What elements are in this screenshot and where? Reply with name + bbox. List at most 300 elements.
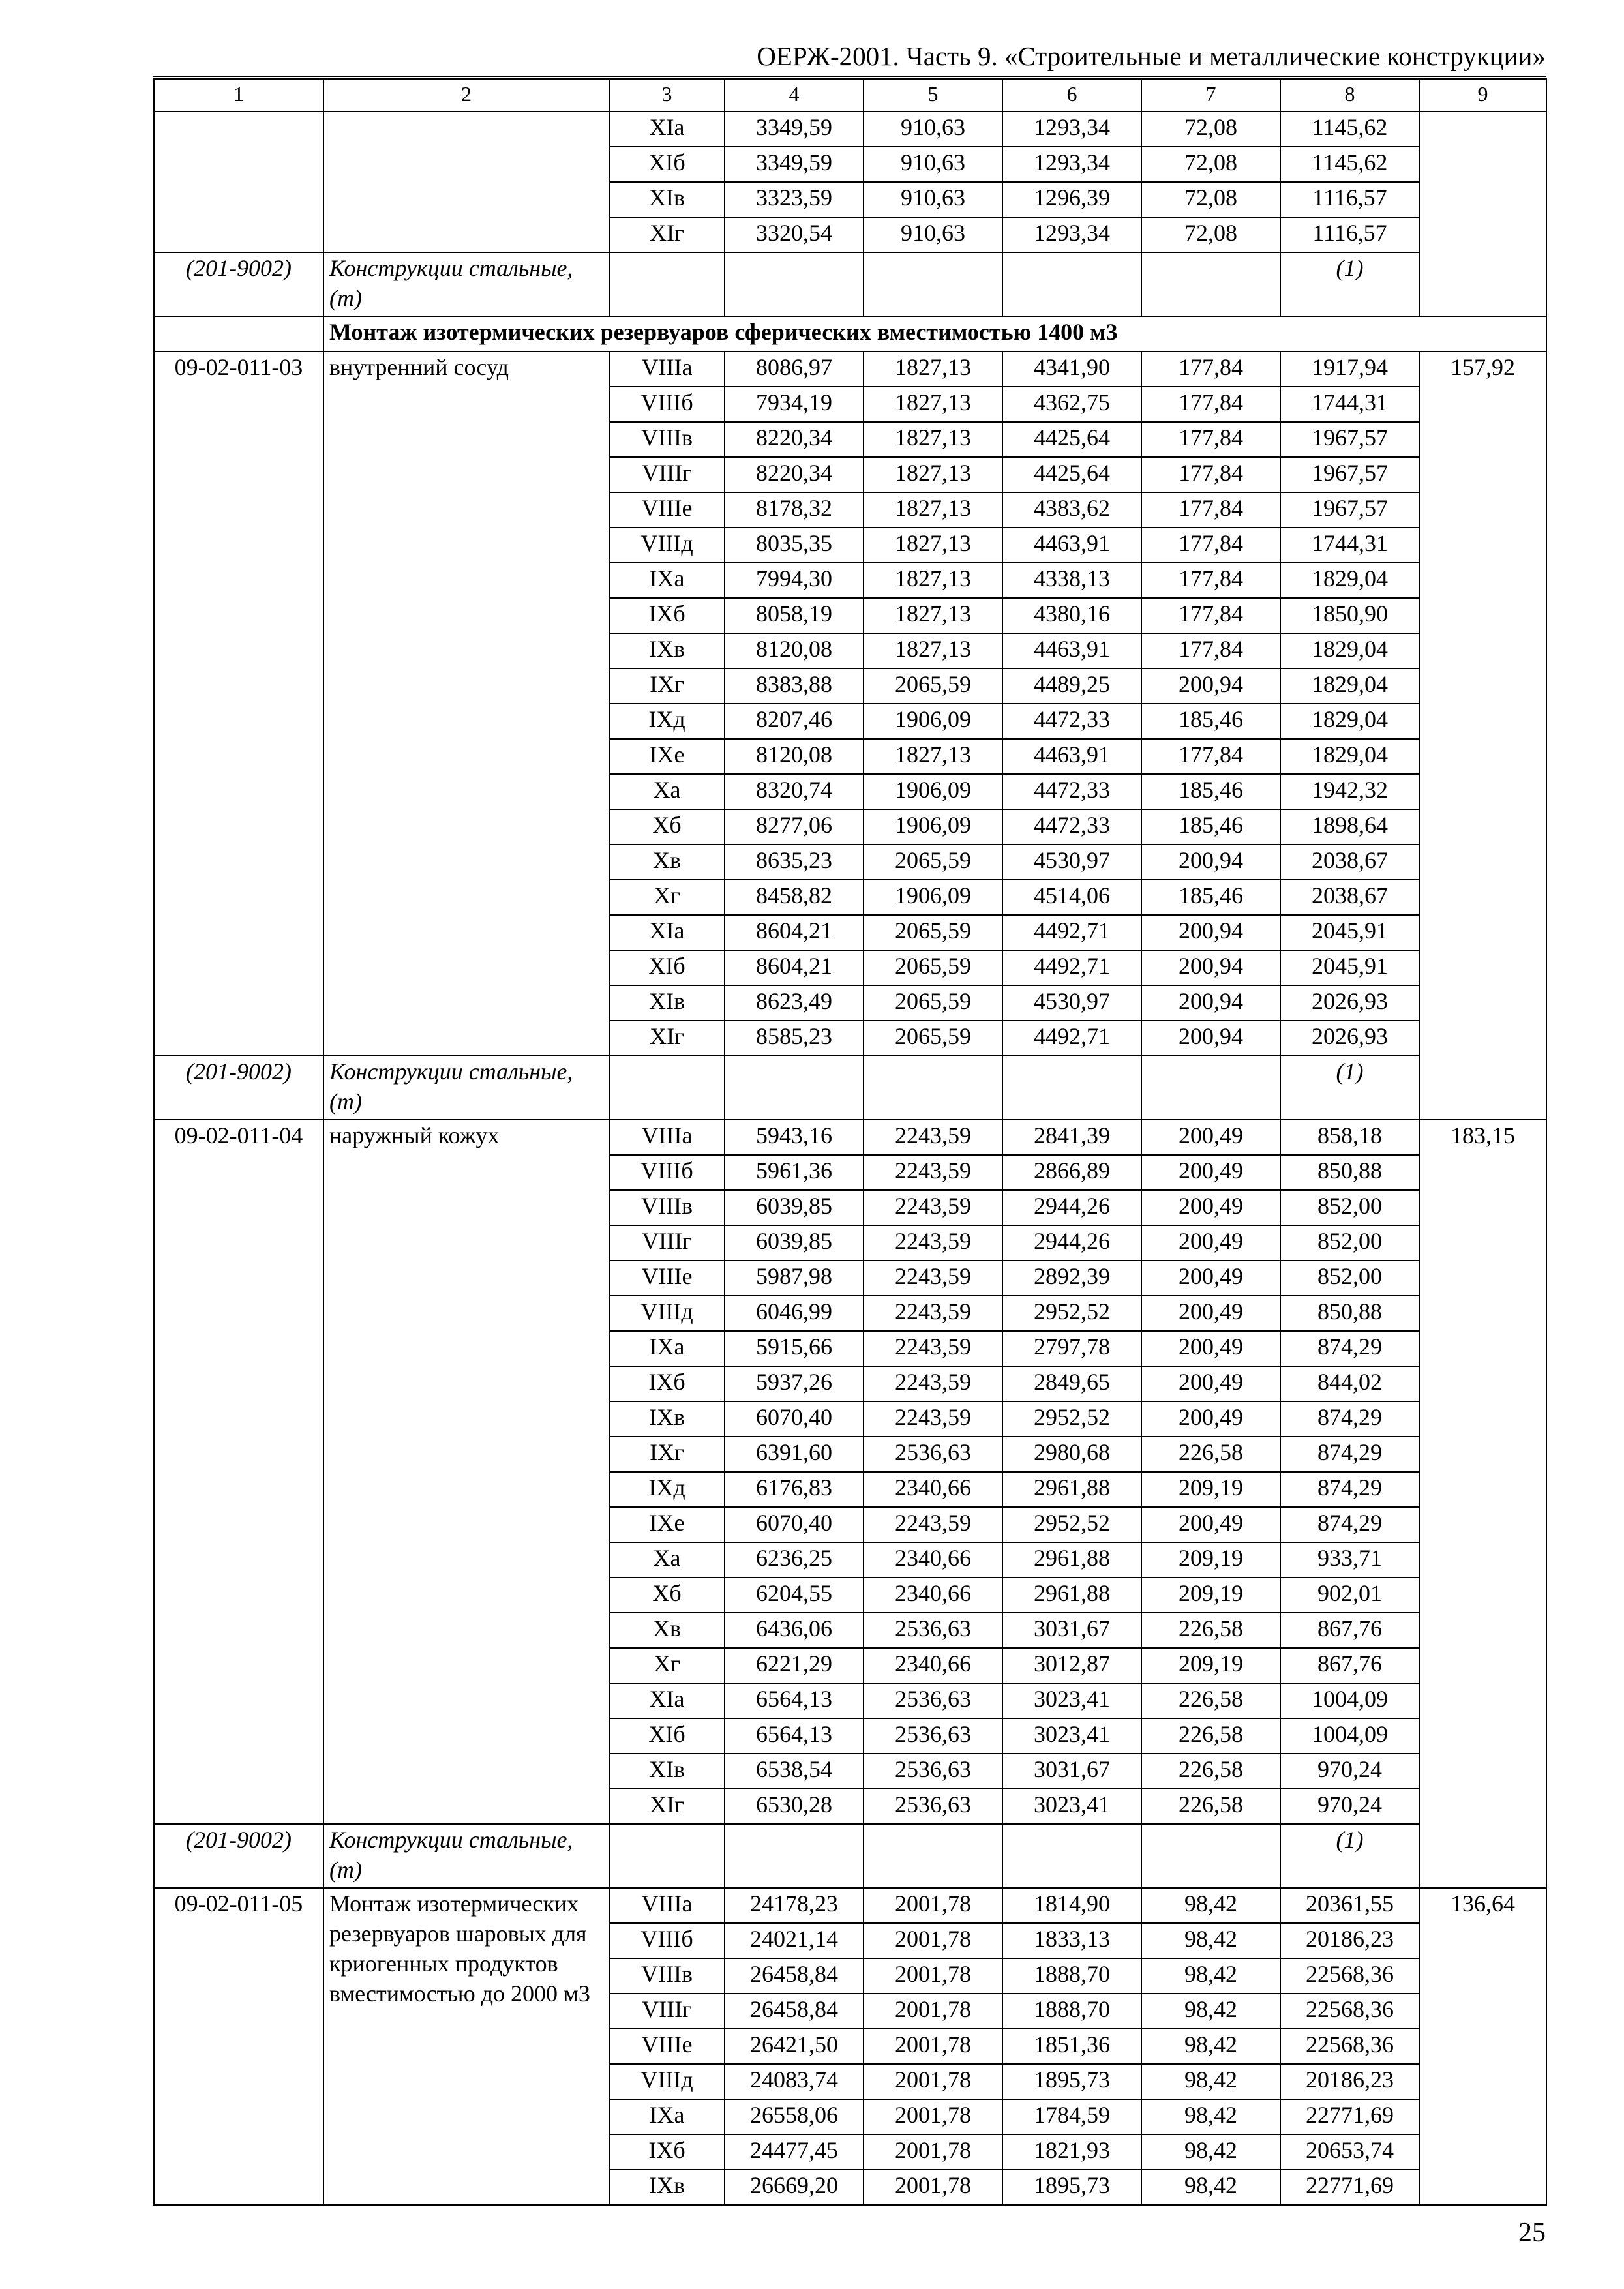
value-cell: 98,42 bbox=[1141, 2134, 1280, 2170]
zone-cell: VIIIв bbox=[609, 422, 725, 457]
value-cell: 7994,30 bbox=[725, 563, 864, 598]
zone-cell: IXг bbox=[609, 668, 725, 704]
value-cell: 26458,84 bbox=[725, 1994, 864, 2029]
value-cell: 3323,59 bbox=[725, 182, 864, 217]
value-cell: 1917,94 bbox=[1280, 352, 1419, 387]
value-cell: 2340,66 bbox=[864, 1472, 1002, 1507]
table-row bbox=[154, 1120, 1546, 1155]
value-cell: 1829,04 bbox=[1280, 668, 1419, 704]
value-cell: 1888,70 bbox=[1002, 1958, 1141, 1994]
value-cell: 3023,41 bbox=[1002, 1789, 1141, 1824]
value-cell: 177,84 bbox=[1141, 457, 1280, 492]
value-cell: 8320,74 bbox=[725, 774, 864, 809]
value-cell: 3320,54 bbox=[725, 217, 864, 252]
value-cell: 1967,57 bbox=[1280, 422, 1419, 457]
value-cell: 6564,13 bbox=[725, 1718, 864, 1754]
column-number: 2 bbox=[323, 79, 609, 112]
value-cell: 200,94 bbox=[1141, 845, 1280, 880]
zone-cell: IXб bbox=[609, 1366, 725, 1401]
value-cell: 850,88 bbox=[1280, 1155, 1419, 1190]
value-cell: 98,42 bbox=[1141, 2170, 1280, 2205]
value-cell: 185,46 bbox=[1141, 704, 1280, 739]
value-cell: 1827,13 bbox=[864, 563, 1002, 598]
value-cell: 2001,78 bbox=[864, 1888, 1002, 1923]
value-cell: 858,18 bbox=[1280, 1120, 1419, 1155]
zone-cell: Xa bbox=[609, 774, 725, 809]
empty-cell bbox=[1002, 1824, 1141, 1888]
value-cell: 2243,59 bbox=[864, 1401, 1002, 1437]
value-cell: 844,02 bbox=[1280, 1366, 1419, 1401]
zone-cell: Xв bbox=[609, 845, 725, 880]
value-cell: 1827,13 bbox=[864, 422, 1002, 457]
value-cell: 26421,50 bbox=[725, 2029, 864, 2064]
value-cell: 2045,91 bbox=[1280, 915, 1419, 950]
empty-cell bbox=[609, 1056, 725, 1120]
value-cell: 5937,26 bbox=[725, 1366, 864, 1401]
value-cell: 1814,90 bbox=[1002, 1888, 1141, 1923]
value-cell: 72,08 bbox=[1141, 217, 1280, 252]
zone-cell: VIIIг bbox=[609, 1225, 725, 1261]
value-cell: 1942,32 bbox=[1280, 774, 1419, 809]
value-cell: 910,63 bbox=[864, 112, 1002, 147]
value-cell: 2944,26 bbox=[1002, 1190, 1141, 1225]
value-cell: 226,58 bbox=[1141, 1613, 1280, 1648]
value-cell: 8277,06 bbox=[725, 809, 864, 845]
zone-cell: VIIIг bbox=[609, 1994, 725, 2029]
value-cell: 2536,63 bbox=[864, 1718, 1002, 1754]
value-cell: 4362,75 bbox=[1002, 387, 1141, 422]
value-cell: 6070,40 bbox=[725, 1401, 864, 1437]
value-cell: 2001,78 bbox=[864, 1923, 1002, 1958]
value-cell: 2065,59 bbox=[864, 915, 1002, 950]
value-cell: 1784,59 bbox=[1002, 2099, 1141, 2134]
material-row bbox=[154, 1056, 1546, 1120]
empty-cell bbox=[1002, 1056, 1141, 1120]
empty-cell bbox=[154, 316, 323, 352]
name-cell: внутренний сосуд bbox=[323, 352, 609, 1056]
value-cell: 6039,85 bbox=[725, 1225, 864, 1261]
value-cell: 98,42 bbox=[1141, 2029, 1280, 2064]
value-cell: 1827,13 bbox=[864, 457, 1002, 492]
material-row bbox=[154, 252, 1546, 316]
zone-cell: VIIIб bbox=[609, 387, 725, 422]
value-cell: 200,49 bbox=[1141, 1190, 1280, 1225]
value-cell: 8220,34 bbox=[725, 422, 864, 457]
value-cell: 24021,14 bbox=[725, 1923, 864, 1958]
value-cell: 226,58 bbox=[1141, 1718, 1280, 1754]
value-cell: 6564,13 bbox=[725, 1683, 864, 1718]
value-cell: 2065,59 bbox=[864, 950, 1002, 985]
zone-cell: XIг bbox=[609, 217, 725, 252]
value-cell: 200,94 bbox=[1141, 1021, 1280, 1056]
zone-cell: XIв bbox=[609, 1754, 725, 1789]
value-cell: 1744,31 bbox=[1280, 387, 1419, 422]
zone-cell: XIa bbox=[609, 112, 725, 147]
zone-cell: XIa bbox=[609, 915, 725, 950]
value-cell: 852,00 bbox=[1280, 1261, 1419, 1296]
value-cell: 2849,65 bbox=[1002, 1366, 1141, 1401]
value-cell: 2026,93 bbox=[1280, 985, 1419, 1021]
zone-cell: VIIIе bbox=[609, 492, 725, 528]
value-cell: 2340,66 bbox=[864, 1578, 1002, 1613]
value-cell: 3023,41 bbox=[1002, 1683, 1141, 1718]
value-cell: 2536,63 bbox=[864, 1789, 1002, 1824]
value-cell: 2536,63 bbox=[864, 1613, 1002, 1648]
zone-cell: VIIIa bbox=[609, 352, 725, 387]
value-cell: 177,84 bbox=[1141, 739, 1280, 774]
value-cell: 200,49 bbox=[1141, 1296, 1280, 1331]
value-cell: 8623,49 bbox=[725, 985, 864, 1021]
table-row bbox=[154, 352, 1546, 387]
value-cell: 22568,36 bbox=[1280, 2029, 1419, 2064]
zone-cell: IXa bbox=[609, 563, 725, 598]
value-cell: 22771,69 bbox=[1280, 2170, 1419, 2205]
value-cell: 2340,66 bbox=[864, 1648, 1002, 1683]
value-cell: 1829,04 bbox=[1280, 704, 1419, 739]
col9-cell: 183,15 bbox=[1419, 1120, 1546, 1888]
value-cell: 2536,63 bbox=[864, 1683, 1002, 1718]
value-cell: 2045,91 bbox=[1280, 950, 1419, 985]
value-cell: 2026,93 bbox=[1280, 1021, 1419, 1056]
value-cell: 72,08 bbox=[1141, 182, 1280, 217]
value-cell: 98,42 bbox=[1141, 1958, 1280, 1994]
code-cell: 09-02-011-05 bbox=[154, 1888, 323, 2205]
value-cell: 8207,46 bbox=[725, 704, 864, 739]
value-cell: 1967,57 bbox=[1280, 457, 1419, 492]
empty-cell bbox=[1141, 1824, 1280, 1888]
value-cell: 2952,52 bbox=[1002, 1296, 1141, 1331]
page-number: 25 bbox=[1518, 2218, 1546, 2248]
material-code: (201-9002) bbox=[154, 1824, 323, 1888]
value-cell: 8086,97 bbox=[725, 352, 864, 387]
name-cell: наружный кожух bbox=[323, 1120, 609, 1824]
value-cell: 874,29 bbox=[1280, 1472, 1419, 1507]
value-cell: 2065,59 bbox=[864, 668, 1002, 704]
material-qty: (1) bbox=[1280, 1056, 1419, 1120]
value-cell: 4492,71 bbox=[1002, 915, 1141, 950]
value-cell: 177,84 bbox=[1141, 598, 1280, 633]
value-cell: 4492,71 bbox=[1002, 1021, 1141, 1056]
value-cell: 6176,83 bbox=[725, 1472, 864, 1507]
value-cell: 2038,67 bbox=[1280, 845, 1419, 880]
zone-cell: VIIIб bbox=[609, 1155, 725, 1190]
value-cell: 874,29 bbox=[1280, 1507, 1419, 1542]
column-number: 5 bbox=[864, 79, 1002, 112]
zone-cell: XIв bbox=[609, 182, 725, 217]
value-cell: 867,76 bbox=[1280, 1648, 1419, 1683]
zone-cell: Xб bbox=[609, 809, 725, 845]
zone-cell: XIб bbox=[609, 950, 725, 985]
value-cell: 4341,90 bbox=[1002, 352, 1141, 387]
value-cell: 2001,78 bbox=[864, 2064, 1002, 2099]
value-cell: 200,49 bbox=[1141, 1401, 1280, 1437]
value-cell: 72,08 bbox=[1141, 147, 1280, 182]
code-cell bbox=[154, 112, 323, 252]
value-cell: 24178,23 bbox=[725, 1888, 864, 1923]
value-cell: 22771,69 bbox=[1280, 2099, 1419, 2134]
value-cell: 1821,93 bbox=[1002, 2134, 1141, 2170]
value-cell: 8120,08 bbox=[725, 633, 864, 668]
value-cell: 4472,33 bbox=[1002, 774, 1141, 809]
value-cell: 209,19 bbox=[1141, 1542, 1280, 1578]
value-cell: 22568,36 bbox=[1280, 1994, 1419, 2029]
zone-cell: VIIIв bbox=[609, 1190, 725, 1225]
empty-cell bbox=[864, 1056, 1002, 1120]
value-cell: 185,46 bbox=[1141, 809, 1280, 845]
value-cell: 1829,04 bbox=[1280, 739, 1419, 774]
empty-cell bbox=[725, 1056, 864, 1120]
column-number: 7 bbox=[1141, 79, 1280, 112]
value-cell: 98,42 bbox=[1141, 2099, 1280, 2134]
value-cell: 1827,13 bbox=[864, 352, 1002, 387]
value-cell: 200,94 bbox=[1141, 915, 1280, 950]
value-cell: 6204,55 bbox=[725, 1578, 864, 1613]
value-cell: 2243,59 bbox=[864, 1331, 1002, 1366]
value-cell: 226,58 bbox=[1141, 1683, 1280, 1718]
zone-cell: IXд bbox=[609, 704, 725, 739]
value-cell: 3031,67 bbox=[1002, 1613, 1141, 1648]
page-header bbox=[153, 38, 1546, 79]
value-cell: 1827,13 bbox=[864, 633, 1002, 668]
value-cell: 1827,13 bbox=[864, 598, 1002, 633]
value-cell: 1906,09 bbox=[864, 774, 1002, 809]
value-cell: 5961,36 bbox=[725, 1155, 864, 1190]
value-cell: 209,19 bbox=[1141, 1648, 1280, 1683]
value-cell: 4425,64 bbox=[1002, 422, 1141, 457]
value-cell: 1906,09 bbox=[864, 704, 1002, 739]
value-cell: 910,63 bbox=[864, 217, 1002, 252]
document-title: ОЕРЖ-2001. Часть 9. «Строительные и металлические конструкции» bbox=[757, 41, 1546, 71]
value-cell: 2961,88 bbox=[1002, 1542, 1141, 1578]
value-cell: 200,94 bbox=[1141, 950, 1280, 985]
value-cell: 2841,39 bbox=[1002, 1120, 1141, 1155]
value-cell: 185,46 bbox=[1141, 774, 1280, 809]
value-cell: 2944,26 bbox=[1002, 1225, 1141, 1261]
material-qty: (1) bbox=[1280, 1824, 1419, 1888]
value-cell: 2866,89 bbox=[1002, 1155, 1141, 1190]
value-cell: 6070,40 bbox=[725, 1507, 864, 1542]
value-cell: 2952,52 bbox=[1002, 1507, 1141, 1542]
value-cell: 5987,98 bbox=[725, 1261, 864, 1296]
value-cell: 6039,85 bbox=[725, 1190, 864, 1225]
value-cell: 902,01 bbox=[1280, 1578, 1419, 1613]
value-cell: 2243,59 bbox=[864, 1190, 1002, 1225]
value-cell: 867,76 bbox=[1280, 1613, 1419, 1648]
value-cell: 8635,23 bbox=[725, 845, 864, 880]
value-cell: 2243,59 bbox=[864, 1296, 1002, 1331]
zone-cell: Xг bbox=[609, 880, 725, 915]
value-cell: 910,63 bbox=[864, 182, 1002, 217]
zone-cell: VIIIе bbox=[609, 2029, 725, 2064]
value-cell: 200,49 bbox=[1141, 1225, 1280, 1261]
column-number: 3 bbox=[609, 79, 725, 112]
col9-cell: 157,92 bbox=[1419, 352, 1546, 1120]
zone-cell: IXб bbox=[609, 598, 725, 633]
value-cell: 1833,13 bbox=[1002, 1923, 1141, 1958]
material-code: (201-9002) bbox=[154, 252, 323, 316]
value-cell: 1293,34 bbox=[1002, 112, 1141, 147]
value-cell: 5915,66 bbox=[725, 1331, 864, 1366]
value-cell: 1293,34 bbox=[1002, 217, 1141, 252]
material-qty: (1) bbox=[1280, 252, 1419, 316]
value-cell: 8058,19 bbox=[725, 598, 864, 633]
value-cell: 910,63 bbox=[864, 147, 1002, 182]
value-cell: 2952,52 bbox=[1002, 1401, 1141, 1437]
value-cell: 177,84 bbox=[1141, 352, 1280, 387]
value-cell: 874,29 bbox=[1280, 1437, 1419, 1472]
zone-cell: IXa bbox=[609, 1331, 725, 1366]
value-cell: 177,84 bbox=[1141, 492, 1280, 528]
material-row bbox=[154, 1824, 1546, 1888]
value-cell: 2001,78 bbox=[864, 1994, 1002, 2029]
material-name: Конструкции стальные, (т) bbox=[323, 1056, 609, 1120]
empty-cell bbox=[1002, 252, 1141, 316]
value-cell: 226,58 bbox=[1141, 1437, 1280, 1472]
zone-cell: XIг bbox=[609, 1789, 725, 1824]
value-cell: 6538,54 bbox=[725, 1754, 864, 1789]
value-cell: 2892,39 bbox=[1002, 1261, 1141, 1296]
column-number: 1 bbox=[154, 79, 323, 112]
value-cell: 185,46 bbox=[1141, 880, 1280, 915]
value-cell: 2243,59 bbox=[864, 1507, 1002, 1542]
name-cell bbox=[323, 112, 609, 252]
value-cell: 852,00 bbox=[1280, 1190, 1419, 1225]
value-cell: 2340,66 bbox=[864, 1542, 1002, 1578]
value-cell: 20186,23 bbox=[1280, 1923, 1419, 1958]
value-cell: 2001,78 bbox=[864, 2029, 1002, 2064]
value-cell: 2001,78 bbox=[864, 1958, 1002, 1994]
zone-cell: XIб bbox=[609, 1718, 725, 1754]
value-cell: 1888,70 bbox=[1002, 1994, 1141, 2029]
empty-cell bbox=[1141, 252, 1280, 316]
value-cell: 1898,64 bbox=[1280, 809, 1419, 845]
column-number: 4 bbox=[725, 79, 864, 112]
value-cell: 8585,23 bbox=[725, 1021, 864, 1056]
material-code: (201-9002) bbox=[154, 1056, 323, 1120]
value-cell: 7934,19 bbox=[725, 387, 864, 422]
value-cell: 6530,28 bbox=[725, 1789, 864, 1824]
zone-cell: VIIIд bbox=[609, 528, 725, 563]
value-cell: 970,24 bbox=[1280, 1789, 1419, 1824]
table-row bbox=[154, 112, 1546, 147]
zone-cell: VIIIa bbox=[609, 1888, 725, 1923]
value-cell: 8178,32 bbox=[725, 492, 864, 528]
zone-cell: Xб bbox=[609, 1578, 725, 1613]
value-cell: 20653,74 bbox=[1280, 2134, 1419, 2170]
zone-cell: XIг bbox=[609, 1021, 725, 1056]
empty-cell bbox=[609, 1824, 725, 1888]
value-cell: 1827,13 bbox=[864, 528, 1002, 563]
value-cell: 4383,62 bbox=[1002, 492, 1141, 528]
value-cell: 5943,16 bbox=[725, 1120, 864, 1155]
zone-cell: VIIIв bbox=[609, 1958, 725, 1994]
zone-cell: XIa bbox=[609, 1683, 725, 1718]
value-cell: 1851,36 bbox=[1002, 2029, 1141, 2064]
zone-cell: Xa bbox=[609, 1542, 725, 1578]
value-cell: 1829,04 bbox=[1280, 633, 1419, 668]
value-cell: 200,94 bbox=[1141, 668, 1280, 704]
value-cell: 2980,68 bbox=[1002, 1437, 1141, 1472]
zone-cell: IXг bbox=[609, 1437, 725, 1472]
value-cell: 2065,59 bbox=[864, 845, 1002, 880]
value-cell: 1827,13 bbox=[864, 492, 1002, 528]
value-cell: 1116,57 bbox=[1280, 217, 1419, 252]
value-cell: 8604,21 bbox=[725, 950, 864, 985]
value-cell: 2536,63 bbox=[864, 1437, 1002, 1472]
value-cell: 209,19 bbox=[1141, 1472, 1280, 1507]
value-cell: 177,84 bbox=[1141, 528, 1280, 563]
value-cell: 2038,67 bbox=[1280, 880, 1419, 915]
zone-cell: VIIIд bbox=[609, 1296, 725, 1331]
value-cell: 970,24 bbox=[1280, 1754, 1419, 1789]
value-cell: 6221,29 bbox=[725, 1648, 864, 1683]
zone-cell: IXб bbox=[609, 2134, 725, 2170]
rates-table bbox=[153, 78, 1547, 2206]
empty-cell bbox=[725, 1824, 864, 1888]
value-cell: 2065,59 bbox=[864, 985, 1002, 1021]
value-cell: 1004,09 bbox=[1280, 1683, 1419, 1718]
value-cell: 933,71 bbox=[1280, 1542, 1419, 1578]
value-cell: 3031,67 bbox=[1002, 1754, 1141, 1789]
value-cell: 200,49 bbox=[1141, 1155, 1280, 1190]
value-cell: 1829,04 bbox=[1280, 563, 1419, 598]
value-cell: 1895,73 bbox=[1002, 2064, 1141, 2099]
zone-cell: VIIIг bbox=[609, 457, 725, 492]
value-cell: 2001,78 bbox=[864, 2134, 1002, 2170]
value-cell: 4338,13 bbox=[1002, 563, 1141, 598]
value-cell: 98,42 bbox=[1141, 1888, 1280, 1923]
column-number: 6 bbox=[1002, 79, 1141, 112]
zone-cell: VIIIе bbox=[609, 1261, 725, 1296]
value-cell: 2065,59 bbox=[864, 1021, 1002, 1056]
value-cell: 177,84 bbox=[1141, 633, 1280, 668]
zone-cell: IXв bbox=[609, 633, 725, 668]
value-cell: 3349,59 bbox=[725, 112, 864, 147]
value-cell: 26669,20 bbox=[725, 2170, 864, 2205]
zone-cell: IXв bbox=[609, 2170, 725, 2205]
value-cell: 6436,06 bbox=[725, 1613, 864, 1648]
value-cell: 874,29 bbox=[1280, 1331, 1419, 1366]
value-cell: 200,49 bbox=[1141, 1261, 1280, 1296]
value-cell: 6391,60 bbox=[725, 1437, 864, 1472]
empty-cell bbox=[725, 252, 864, 316]
value-cell: 200,49 bbox=[1141, 1331, 1280, 1366]
value-cell: 200,49 bbox=[1141, 1507, 1280, 1542]
value-cell: 2001,78 bbox=[864, 2099, 1002, 2134]
value-cell: 26458,84 bbox=[725, 1958, 864, 1994]
value-cell: 2001,78 bbox=[864, 2170, 1002, 2205]
value-cell: 209,19 bbox=[1141, 1578, 1280, 1613]
section-row bbox=[154, 316, 1546, 352]
value-cell: 8604,21 bbox=[725, 915, 864, 950]
code-cell: 09-02-011-03 bbox=[154, 352, 323, 1056]
zone-cell: XIб bbox=[609, 147, 725, 182]
value-cell: 8220,34 bbox=[725, 457, 864, 492]
code-cell: 09-02-011-04 bbox=[154, 1120, 323, 1824]
column-number: 9 bbox=[1419, 79, 1546, 112]
value-cell: 3023,41 bbox=[1002, 1718, 1141, 1754]
value-cell: 850,88 bbox=[1280, 1296, 1419, 1331]
value-cell: 98,42 bbox=[1141, 1923, 1280, 1958]
value-cell: 2243,59 bbox=[864, 1261, 1002, 1296]
value-cell: 200,49 bbox=[1141, 1120, 1280, 1155]
value-cell: 98,42 bbox=[1141, 1994, 1280, 2029]
value-cell: 3349,59 bbox=[725, 147, 864, 182]
value-cell: 8383,88 bbox=[725, 668, 864, 704]
value-cell: 4425,64 bbox=[1002, 457, 1141, 492]
value-cell: 8458,82 bbox=[725, 880, 864, 915]
value-cell: 2536,63 bbox=[864, 1754, 1002, 1789]
